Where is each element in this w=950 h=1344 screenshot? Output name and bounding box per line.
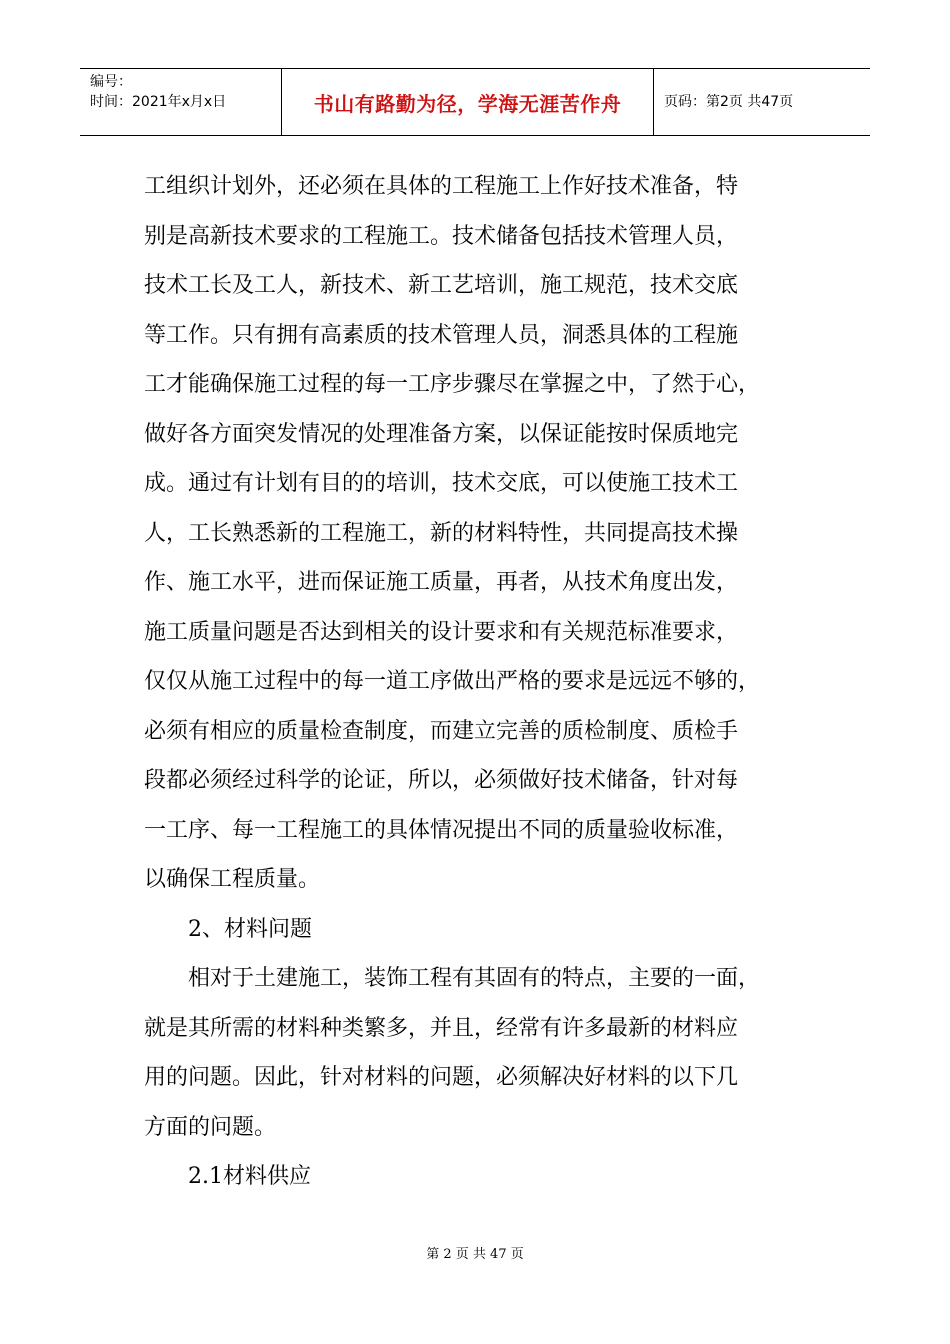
body-line: 必须有相应的质量检查制度，而建立完善的质检制度、质检手 — [144, 718, 739, 744]
body-line: 仅仅从施工过程中的每一道工序做出严格的要求是远远不够的， — [144, 669, 761, 694]
body-line: 做好各方面突发情况的处理准备方案，以保证能按时保质地完 — [144, 421, 739, 447]
body-line: 用的问题。因此，针对材料的问题，必须解决好材料的以下几 — [144, 1065, 739, 1090]
header-page-info: 页码：第2页 共47页 — [664, 94, 794, 110]
page-footer: 第 2 页 共 47 页 — [426, 1247, 524, 1262]
body-line: 别是高新技术要求的工程施工。技术储备包括技术管理人员， — [144, 223, 739, 249]
page-header — [80, 68, 870, 136]
body-line: 段都必须经过科学的论证，所以，必须做好技术储备，针对每 — [144, 768, 739, 793]
section-heading: 2、材料问题 — [144, 916, 312, 942]
document-number-label: 编号： — [90, 74, 132, 90]
body-line: 作、施工水平，进而保证施工质量，再者，从技术角度出发， — [144, 570, 739, 595]
header-info-cell — [80, 69, 282, 135]
body-line: 技术工长及工人，新技术、新工艺培训，施工规范，技术交底 — [144, 273, 739, 298]
header-motto-cell — [282, 69, 654, 135]
body-line: 相对于土建施工，装饰工程有其固有的特点，主要的一面， — [144, 966, 761, 991]
body-line: 工组织计划外，还必须在具体的工程施工上作好技术准备，特 — [144, 174, 739, 199]
subsection-heading: 2.1材料供应 — [144, 1164, 311, 1189]
document-body — [144, 162, 834, 1202]
header-motto: 书山有路勤为径，学海无涯苦作舟 — [313, 91, 622, 116]
body-line: 等工作。只有拥有高素质的技术管理人员，洞悉具体的工程施 — [144, 322, 739, 348]
body-line: 就是其所需的材料种类繁多，并且，经常有许多最新的材料应 — [144, 1015, 739, 1041]
body-line: 成。通过有计划有目的的培训，技术交底，可以使施工技术工 — [144, 471, 739, 496]
body-line: 以确保工程质量。 — [144, 867, 321, 892]
body-line: 一工序、每一工程施工的具体情况提出不同的质量验收标准， — [144, 817, 739, 843]
document-date-label: 时间：2021年x月x日 — [90, 94, 227, 110]
body-line: 人，工长熟悉新的工程施工，新的材料特性，共同提高技术操 — [144, 520, 739, 546]
body-line: 方面的问题。 — [144, 1114, 277, 1140]
header-page-cell — [654, 69, 870, 135]
body-line: 施工质量问题是否达到相关的设计要求和有关规范标准要求， — [144, 619, 739, 645]
body-line: 工才能确保施工过程的每一工序步骤尽在掌握之中，了然于心， — [144, 372, 761, 397]
